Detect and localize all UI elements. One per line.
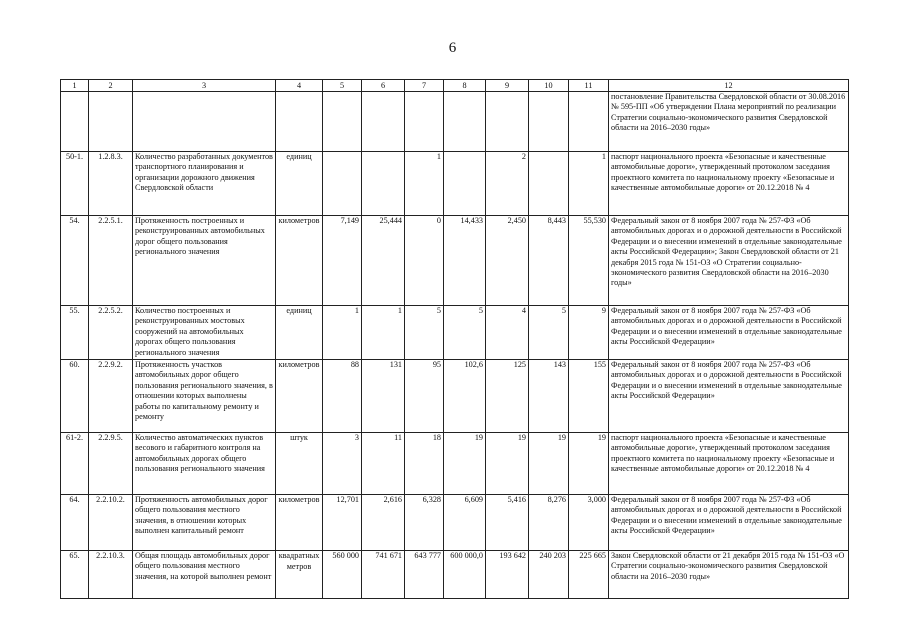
value-col10-cell — [529, 152, 569, 216]
value-col5-cell: 88 — [323, 360, 362, 433]
value-col7-cell: 643 777 — [405, 551, 444, 599]
indicator-name-cell: Количество построенных и реконструированных мостовых сооружений на автомобильных дорогах общего пользования регионального значения — [133, 306, 276, 360]
row-number-cell: 60. — [61, 360, 89, 433]
table-row — [61, 495, 849, 551]
table-row — [61, 360, 849, 433]
indicator-code-cell — [89, 92, 133, 152]
table-row — [61, 152, 849, 216]
row-number-cell: 65. — [61, 551, 89, 599]
value-col11-cell: 9 — [569, 306, 609, 360]
table-row — [61, 92, 849, 152]
value-col5-cell: 1 — [323, 306, 362, 360]
row-number-cell: 50-1. — [61, 152, 89, 216]
value-col5-cell: 3 — [323, 433, 362, 495]
value-col11-cell: 155 — [569, 360, 609, 433]
value-col8-cell: 5 — [444, 306, 486, 360]
indicator-code-cell: 2.2.10.3. — [89, 551, 133, 599]
header-cell-7: 7 — [405, 80, 444, 92]
row-number-cell: 64. — [61, 495, 89, 551]
indicator-code-cell: 2.2.9.5. — [89, 433, 133, 495]
value-col7-cell: 5 — [405, 306, 444, 360]
row-number-cell: 54. — [61, 216, 89, 306]
indicator-code-cell: 2.2.10.2. — [89, 495, 133, 551]
source-document-cell: постановление Правительства Свердловской области от 30.08.2016 № 595-ПП «Об утверждении Плана мероприятий по реализации Стратегии социально-экономического развития Свердловской области на 2016–2030 годы» — [609, 92, 849, 152]
unit-cell — [276, 92, 323, 152]
unit-cell: штук — [276, 433, 323, 495]
value-col8-cell: 600 000,0 — [444, 551, 486, 599]
header-cell-5: 5 — [323, 80, 362, 92]
value-col8-cell: 14,433 — [444, 216, 486, 306]
source-document-cell: Федеральный закон от 8 ноября 2007 года № 257-ФЗ «Об автомобильных дорогах и о дорожной деятельности в Российской Федерации и о внесении изменений в отдельные законодательные акты Российской Федерации» — [609, 495, 849, 551]
indicator-name-cell: Протяженность построенных и реконструированных автомобильных дорог общего пользования регионального значения — [133, 216, 276, 306]
indicator-code-cell: 2.2.5.2. — [89, 306, 133, 360]
value-col11-cell — [569, 92, 609, 152]
value-col6-cell — [362, 92, 405, 152]
row-number-cell: 55. — [61, 306, 89, 360]
indicator-name-cell: Протяженность участков автомобильных дорог общего пользования регионального значения, в отношении которых выполнены работы по капитальному ремонту и ремонту — [133, 360, 276, 433]
row-number-cell — [61, 92, 89, 152]
table-row — [61, 551, 849, 599]
value-col5-cell: 7,149 — [323, 216, 362, 306]
header-cell-1: 1 — [61, 80, 89, 92]
indicators-table — [60, 79, 849, 599]
unit-cell: километров — [276, 360, 323, 433]
value-col11-cell: 19 — [569, 433, 609, 495]
value-col5-cell — [323, 92, 362, 152]
value-col6-cell: 11 — [362, 433, 405, 495]
value-col9-cell — [486, 92, 529, 152]
value-col6-cell: 1 — [362, 306, 405, 360]
page-number: 6 — [448, 40, 457, 56]
unit-cell: единиц — [276, 152, 323, 216]
header-cell-9: 9 — [486, 80, 529, 92]
value-col10-cell: 19 — [529, 433, 569, 495]
value-col8-cell: 102,6 — [444, 360, 486, 433]
table-row — [61, 216, 849, 306]
value-col7-cell: 6,328 — [405, 495, 444, 551]
value-col11-cell: 225 665 — [569, 551, 609, 599]
value-col9-cell: 193 642 — [486, 551, 529, 599]
source-document-cell: Федеральный закон от 8 ноября 2007 года № 257-ФЗ «Об автомобильных дорогах и о дорожной деятельности в Российской Федерации и о внесении изменений в отдельные законодательные акты Российской Федерации»; Закон Свердловской области от 21 декабря 2015 года № 151-ОЗ «О Стратегии социально-экономического развития Свердловской области на 2016–2030 годы» — [609, 216, 849, 306]
value-col5-cell: 12,701 — [323, 495, 362, 551]
table-row — [61, 306, 849, 360]
value-col6-cell — [362, 152, 405, 216]
value-col6-cell: 25,444 — [362, 216, 405, 306]
source-document-cell: Федеральный закон от 8 ноября 2007 года № 257-ФЗ «Об автомобильных дорогах и о дорожной деятельности в Российской Федерации и о внесении изменений в отдельные законодательные акты Российской Федерации» — [609, 306, 849, 360]
value-col7-cell: 1 — [405, 152, 444, 216]
value-col8-cell — [444, 92, 486, 152]
value-col9-cell: 2,450 — [486, 216, 529, 306]
value-col7-cell: 0 — [405, 216, 444, 306]
value-col9-cell: 4 — [486, 306, 529, 360]
header-cell-12: 12 — [609, 80, 849, 92]
value-col6-cell: 2,616 — [362, 495, 405, 551]
value-col6-cell: 741 671 — [362, 551, 405, 599]
row-number-cell: 61-2. — [61, 433, 89, 495]
header-cell-10: 10 — [529, 80, 569, 92]
value-col8-cell: 6,609 — [444, 495, 486, 551]
header-cell-11: 11 — [569, 80, 609, 92]
header-cell-3: 3 — [133, 80, 276, 92]
value-col7-cell: 95 — [405, 360, 444, 433]
value-col7-cell — [405, 92, 444, 152]
indicator-code-cell: 2.2.9.2. — [89, 360, 133, 433]
unit-cell: километров — [276, 495, 323, 551]
indicator-name-cell: Общая площадь автомобильных дорог общего пользования местного значения, на которой выполнен ремонт — [133, 551, 276, 599]
header-cell-4: 4 — [276, 80, 323, 92]
indicator-name-cell — [133, 92, 276, 152]
header-cell-6: 6 — [362, 80, 405, 92]
value-col10-cell: 8,443 — [529, 216, 569, 306]
value-col5-cell — [323, 152, 362, 216]
value-col7-cell: 18 — [405, 433, 444, 495]
value-col11-cell: 55,530 — [569, 216, 609, 306]
header-cell-2: 2 — [89, 80, 133, 92]
indicator-name-cell: Количество разработанных документов транспортного планирования и организации дорожного движения Свердловской области — [133, 152, 276, 216]
value-col6-cell: 131 — [362, 360, 405, 433]
value-col10-cell: 240 203 — [529, 551, 569, 599]
value-col11-cell: 3,000 — [569, 495, 609, 551]
header-cell-8: 8 — [444, 80, 486, 92]
value-col11-cell: 1 — [569, 152, 609, 216]
value-col8-cell: 19 — [444, 433, 486, 495]
value-col10-cell: 143 — [529, 360, 569, 433]
value-col10-cell: 8,276 — [529, 495, 569, 551]
value-col8-cell — [444, 152, 486, 216]
unit-cell: квадратных метров — [276, 551, 323, 599]
unit-cell: километров — [276, 216, 323, 306]
table-row — [61, 433, 849, 495]
indicator-name-cell: Количество автоматических пунктов весового и габаритного контроля на автомобильных дорогах общего пользования регионального значения — [133, 433, 276, 495]
indicator-code-cell: 2.2.5.1. — [89, 216, 133, 306]
table-header-row — [61, 80, 849, 92]
value-col10-cell — [529, 92, 569, 152]
source-document-cell: паспорт национального проекта «Безопасные и качественные автомобильные дороги», утвержденный протоколом заседания проектного комитета по национальному проекту «Безопасные и качественные автомобильные дороги» от 20.12.2018 № 4 — [609, 433, 849, 495]
value-col5-cell: 560 000 — [323, 551, 362, 599]
source-document-cell: паспорт национального проекта «Безопасные и качественные автомобильные дороги», утвержденный протоколом заседания проектного комитета по национальному проекту «Безопасные и качественные автомобильные дороги» от 20.12.2018 № 4 — [609, 152, 849, 216]
indicator-code-cell: 1.2.8.3. — [89, 152, 133, 216]
unit-cell: единиц — [276, 306, 323, 360]
value-col9-cell: 125 — [486, 360, 529, 433]
indicator-name-cell: Протяженность автомобильных дорог общего пользования местного значения, в отношении которых выполнен капитальный ремонт — [133, 495, 276, 551]
value-col10-cell: 5 — [529, 306, 569, 360]
source-document-cell: Закон Свердловской области от 21 декабря 2015 года № 151-ОЗ «О Стратегии социально-экономического развития Свердловской области на 2016–2030 годы» — [609, 551, 849, 599]
value-col9-cell: 5,416 — [486, 495, 529, 551]
value-col9-cell: 19 — [486, 433, 529, 495]
value-col9-cell: 2 — [486, 152, 529, 216]
source-document-cell: Федеральный закон от 8 ноября 2007 года № 257-ФЗ «Об автомобильных дорогах и о дорожной деятельности в Российской Федерации и о внесении изменений в отдельные законодательные акты Российской Федерации» — [609, 360, 849, 433]
